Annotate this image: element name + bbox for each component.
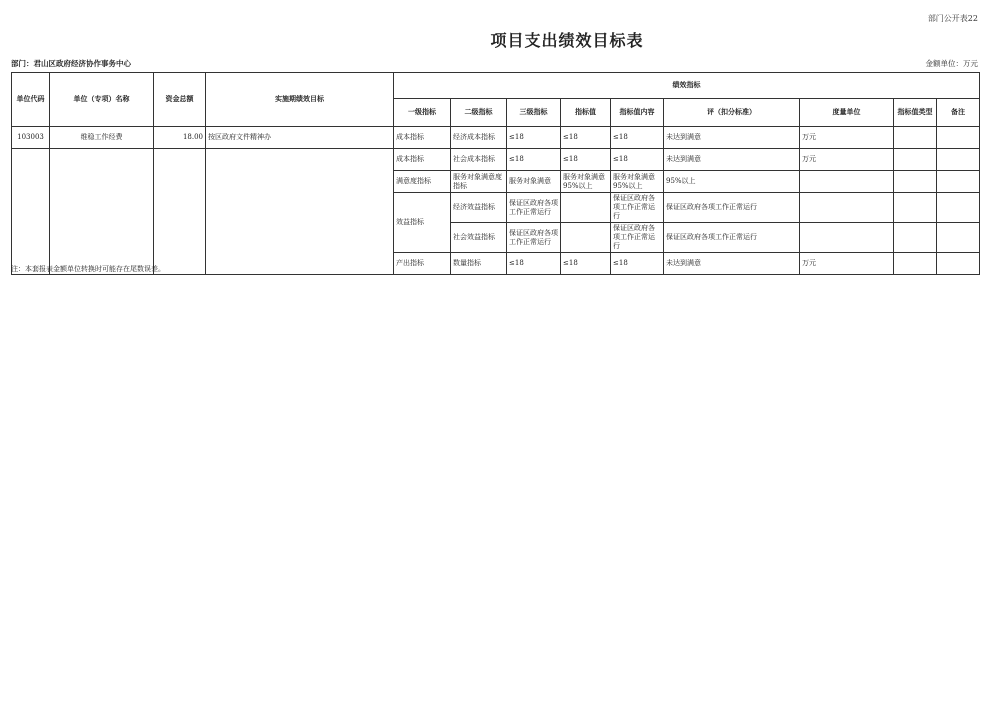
level1-cell: 效益指标 xyxy=(394,193,451,253)
header-remark: 备注 xyxy=(937,99,980,127)
header-ind-value-content: 指标值内容 xyxy=(611,99,664,127)
header-level1: 一级指标 xyxy=(394,99,451,127)
measure-unit-cell: 万元 xyxy=(800,149,894,171)
remark-cell xyxy=(937,127,980,149)
measure-unit-cell xyxy=(800,171,894,193)
value-cell: ≤18 xyxy=(561,127,611,149)
level2-cell: 经济成本指标 xyxy=(451,127,507,149)
level2-cell: 数量指标 xyxy=(451,253,507,275)
measure-unit-cell xyxy=(800,193,894,223)
value-content-cell: 保证区政府各项工作正常运行 xyxy=(611,193,664,223)
header-measure-unit: 度量单位 xyxy=(800,99,894,127)
value-content-cell: ≤18 xyxy=(611,127,664,149)
project-name: 维稳工作经费 xyxy=(50,127,154,149)
score-cell: 未达到满意 xyxy=(664,149,800,171)
value-type-cell xyxy=(894,193,937,223)
header-perf-indicator: 绩效指标 xyxy=(394,73,980,99)
level3-cell: ≤18 xyxy=(507,149,561,171)
header-unit-name: 单位（专项）名称 xyxy=(50,73,154,127)
level2-cell: 经济效益指标 xyxy=(451,193,507,223)
header-fund-total: 资金总额 xyxy=(154,73,206,127)
form-number: 部门公开表22 xyxy=(927,14,978,23)
remark-cell xyxy=(937,253,980,275)
level1-cell: 满意度指标 xyxy=(394,171,451,193)
level3-cell: 服务对象满意 xyxy=(507,171,561,193)
measure-unit-cell: 万元 xyxy=(800,127,894,149)
department-label: 部门：君山区政府经济协作事务中心 xyxy=(11,59,131,68)
value-cell xyxy=(561,193,611,223)
value-content-cell: 保证区政府各项工作正常运行 xyxy=(611,223,664,253)
level3-cell: ≤18 xyxy=(507,127,561,149)
value-type-cell xyxy=(894,149,937,171)
project-amount: 18.00 xyxy=(154,127,206,149)
score-cell: 未达到满意 xyxy=(664,127,800,149)
measure-unit-cell xyxy=(800,223,894,253)
performance-table xyxy=(11,72,980,275)
value-content-cell: 服务对象满意95%以上 xyxy=(611,171,664,193)
header-period-goal: 实施期绩效目标 xyxy=(206,73,394,127)
header-ind-value: 指标值 xyxy=(561,99,611,127)
value-cell: ≤18 xyxy=(561,149,611,171)
blank-amount-cell xyxy=(154,149,206,275)
value-type-cell xyxy=(894,223,937,253)
level1-cell: 成本指标 xyxy=(394,127,451,149)
value-type-cell xyxy=(894,171,937,193)
level3-cell: 保证区政府各项工作正常运行 xyxy=(507,223,561,253)
blank-goal-cell xyxy=(206,149,394,275)
level2-cell: 社会效益指标 xyxy=(451,223,507,253)
header-value-type: 指标值类型 xyxy=(894,99,937,127)
blank-name-cell xyxy=(50,149,154,275)
score-cell: 保证区政府各项工作正常运行 xyxy=(664,223,800,253)
header-score-std: 评（扣分标准） xyxy=(664,99,800,127)
level2-cell: 服务对象满意度指标 xyxy=(451,171,507,193)
value-cell: 服务对象满意95%以上 xyxy=(561,171,611,193)
remark-cell xyxy=(937,171,980,193)
header-level3: 三级指标 xyxy=(507,99,561,127)
score-cell: 未达到满意 xyxy=(664,253,800,275)
measure-unit-cell: 万元 xyxy=(800,253,894,275)
amount-unit: 金额单位：万元 xyxy=(925,59,978,68)
score-cell: 保证区政府各项工作正常运行 xyxy=(664,193,800,223)
project-goal: 按区政府文件精神办 xyxy=(206,127,394,149)
remark-cell xyxy=(937,193,980,223)
level3-cell: ≤18 xyxy=(507,253,561,275)
value-content-cell: ≤18 xyxy=(611,149,664,171)
blank-code-cell xyxy=(12,149,50,275)
table-row xyxy=(12,127,980,149)
header-level2: 二级指标 xyxy=(451,99,507,127)
header-unit-code: 单位代码 xyxy=(12,73,50,127)
value-type-cell xyxy=(894,127,937,149)
remark-cell xyxy=(937,223,980,253)
value-cell xyxy=(561,223,611,253)
page-title: 项目支出绩效目标表 xyxy=(490,31,644,50)
level1-cell: 产出指标 xyxy=(394,253,451,275)
footnote: 注：本套报表金额单位转换时可能存在尾数误差。 xyxy=(11,265,165,273)
level1-cell: 成本指标 xyxy=(394,149,451,171)
score-cell: 95%以上 xyxy=(664,171,800,193)
value-type-cell xyxy=(894,253,937,275)
table-row xyxy=(12,149,980,171)
level3-cell: 保证区政府各项工作正常运行 xyxy=(507,193,561,223)
level2-cell: 社会成本指标 xyxy=(451,149,507,171)
remark-cell xyxy=(937,149,980,171)
value-content-cell: ≤18 xyxy=(611,253,664,275)
value-cell: ≤18 xyxy=(561,253,611,275)
project-code: 103003 xyxy=(12,127,50,149)
